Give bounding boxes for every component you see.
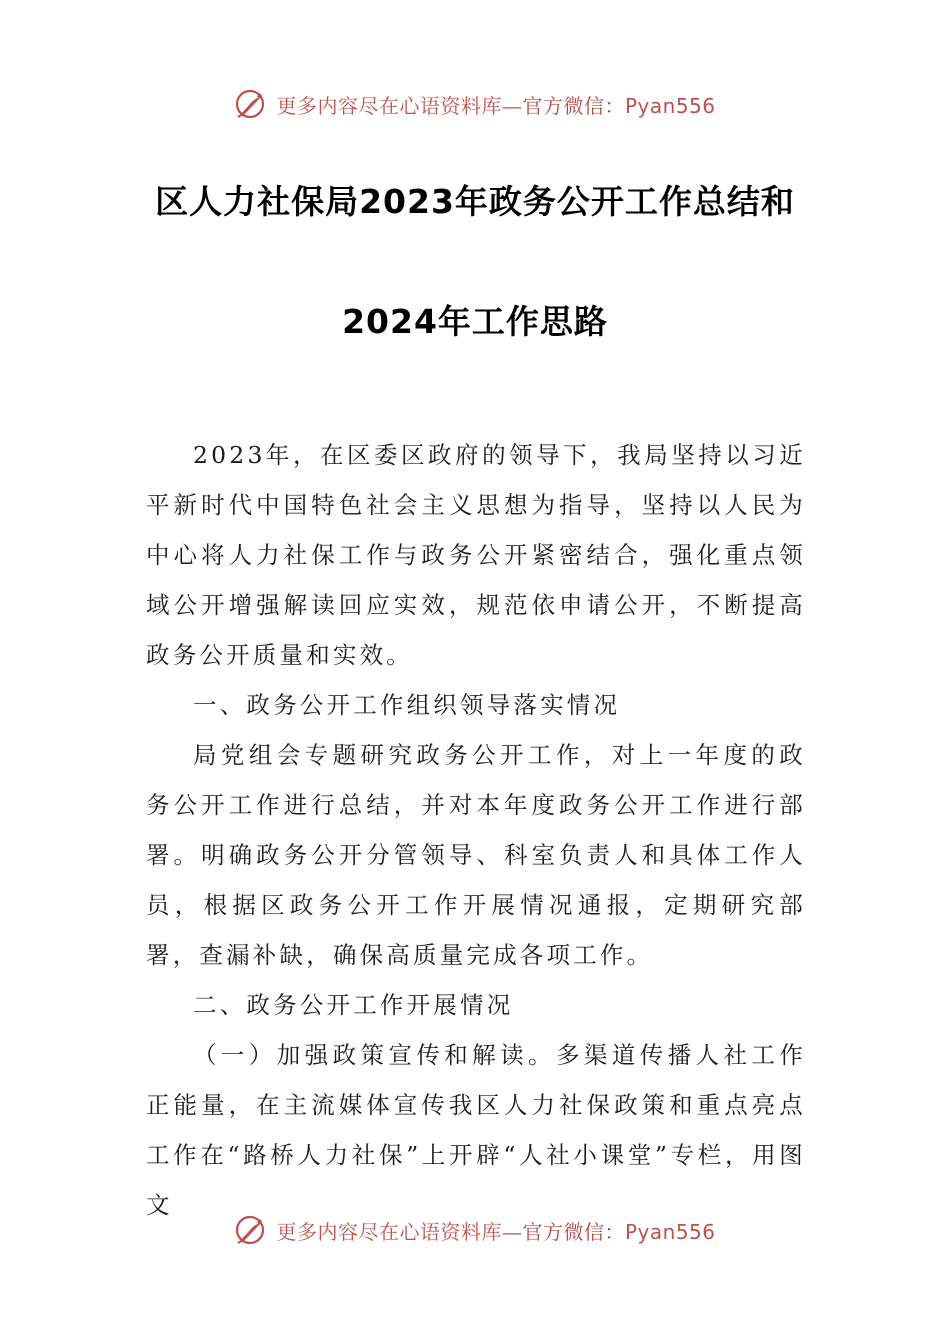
header-watermark-banner	[0, 84, 950, 124]
paragraph-intro: 2023年，在区委区政府的领导下，我局坚持以习近平新时代中国特色社会主义思想为指导，坚持以人民为中心将人力社保工作与政务公开紧密结合，强化重点领域公开增强解读回应实效，规范依申请公开，不断提高政务公开质量和实效。	[146, 441, 806, 669]
paragraph-subsection-1: （一）加强政策宣传和解读。多渠道传播人社工作正能量，在主流媒体宣传我区人力社保政策和重点亮点工作在“路桥人力社保”上开辟“人社小课堂”专栏，用图文	[146, 1041, 806, 1219]
section-heading-2: 二、政务公开工作开展情况	[193, 991, 514, 1019]
document-body	[146, 430, 806, 1230]
section-heading-1: 一、政务公开工作组织领导落实情况	[193, 691, 621, 719]
watermark-text: 更多内容尽在心语资料库—官方微信：Pyan556	[276, 93, 716, 118]
document-title-line-2: 2024年工作思路	[342, 302, 608, 341]
watermark-text: 更多内容尽在心语资料库—官方微信：Pyan556	[276, 1219, 716, 1244]
footer-watermark-banner	[0, 1210, 950, 1250]
paragraph-section-1: 局党组会专题研究政务公开工作，对上一年度的政务公开工作进行总结，并对本年度政务公开工作进行部署。明确政务公开分管领导、科室负责人和具体工作人员，根据区政务公开工作开展情况通报，定期研究部署，查漏补缺，确保高质量完成各项工作。	[146, 741, 806, 969]
document-title-line-1: 区人力社保局2023年政务公开工作总结和	[155, 182, 795, 221]
quill-pen-logo-icon	[234, 87, 268, 121]
quill-pen-logo-icon	[234, 1213, 268, 1247]
